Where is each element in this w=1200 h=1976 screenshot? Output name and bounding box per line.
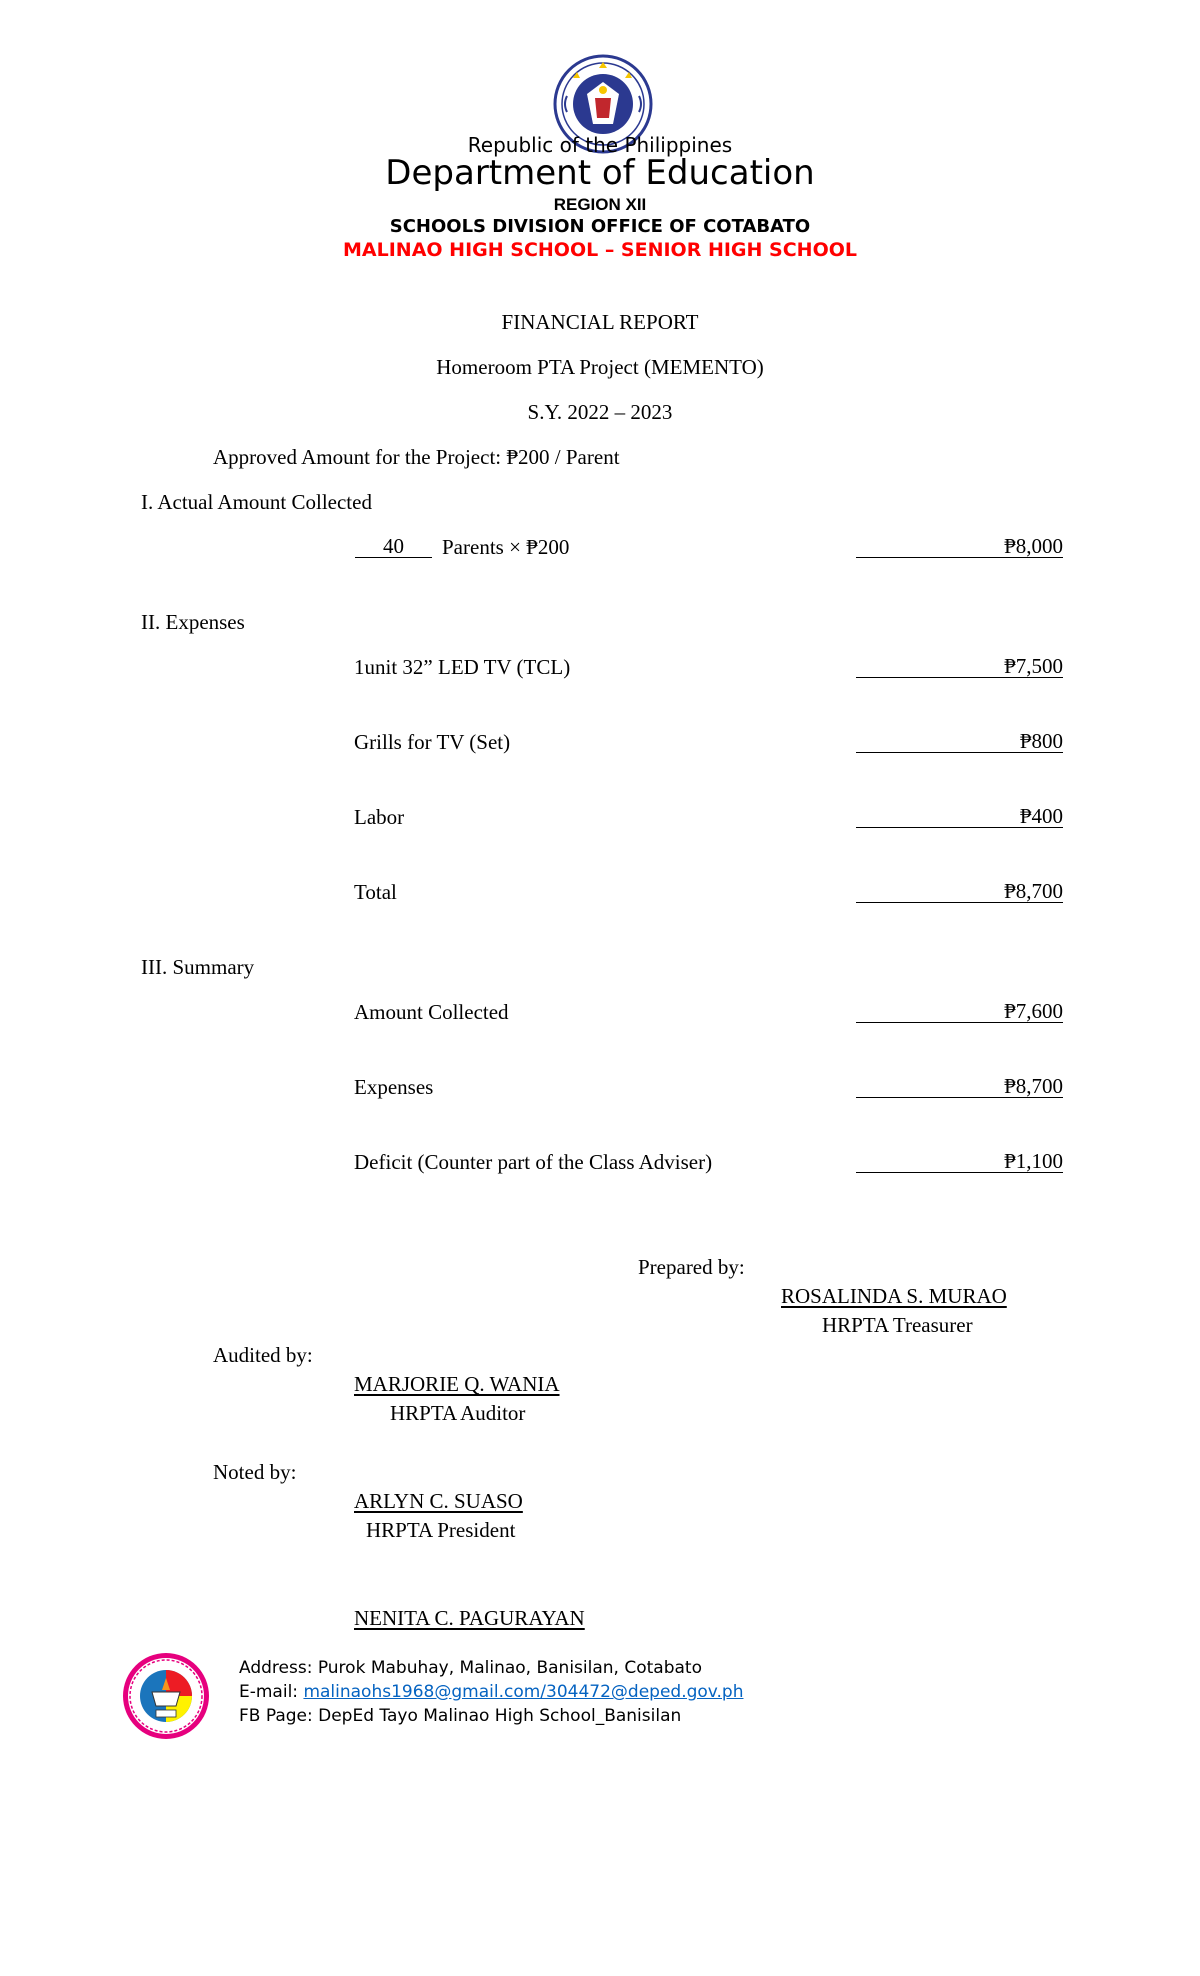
expense-total-label: Total [354,880,397,904]
expense-item-label: Labor [354,805,405,829]
expense-item-label: Grills for TV (Set) [354,730,511,754]
report-title: FINANCIAL REPORT [501,310,699,334]
summary-item-amount: ₱8,700 [856,1075,1063,1098]
additional-signatory-name: NENITA C. PAGURAYAN [354,1606,585,1630]
parent-count-label: Parents × ₱200 [442,535,570,559]
parent-count [355,535,432,558]
school-name: MALINAO HIGH SCHOOL – SENIOR HIGH SCHOOL [343,239,857,261]
summary-item-amount: ₱7,600 [856,1000,1063,1023]
project-name: Homeroom PTA Project (MEMENTO) [436,355,764,379]
footer-email [239,1682,744,1702]
summary-item-label: Expenses [354,1075,434,1099]
noted-by-title: HRPTA President [366,1518,516,1542]
footer-address: Address: Purok Mabuhay, Malinao, Banisilan, Cotabato [239,1658,702,1678]
section-expenses-heading: II. Expenses [141,610,245,634]
prepared-by-title: HRPTA Treasurer [822,1313,973,1337]
section-collected-heading: I. Actual Amount Collected [141,490,372,514]
expense-item-amount: ₱400 [856,805,1063,828]
noted-by-label: Noted by: [213,1460,297,1484]
expense-item-label: 1unit 32” LED TV (TCL) [354,655,571,679]
audited-by-title: HRPTA Auditor [390,1401,526,1425]
department-title: Department of Education [385,153,815,193]
deficit-amount: ₱1,100 [856,1150,1063,1173]
prepared-by-name: ROSALINDA S. MURAO [781,1284,1007,1308]
expense-item-amount: ₱7,500 [856,655,1063,678]
region-line: REGION XII [553,195,647,214]
parent-count-value: 40 [383,534,404,558]
footer-email-label: E-mail: [239,1682,304,1702]
audited-by-label: Audited by: [213,1343,313,1367]
prepared-by-label: Prepared by: [638,1255,745,1279]
republic-line: Republic of the Philippines [467,133,733,157]
school-year: S.Y. 2022 – 2023 [527,400,673,424]
audited-by-name: MARJORIE Q. WANIA [354,1372,560,1396]
expense-total-amount: ₱8,700 [856,880,1063,903]
email-link[interactable]: malinaohs1968@gmail.com/304472@deped.gov.ph [303,1682,744,1702]
deficit-label: Deficit (Counter part of the Class Adviser) [354,1150,713,1174]
noted-by-name: ARLYN C. SUASO [354,1489,523,1513]
collected-amount: ₱8,000 [856,535,1063,558]
summary-item-label: Amount Collected [354,1000,509,1024]
division-line: SCHOOLS DIVISION OFFICE OF COTABATO [389,216,811,237]
expense-item-amount: ₱800 [856,730,1063,753]
footer-fb-page: FB Page: DepEd Tayo Malinao High School_Banisilan [239,1706,682,1726]
school-seal-logo [122,1652,210,1740]
section-summary-heading: III. Summary [141,955,255,979]
approved-amount: Approved Amount for the Project: ₱200 / Parent [213,445,620,469]
